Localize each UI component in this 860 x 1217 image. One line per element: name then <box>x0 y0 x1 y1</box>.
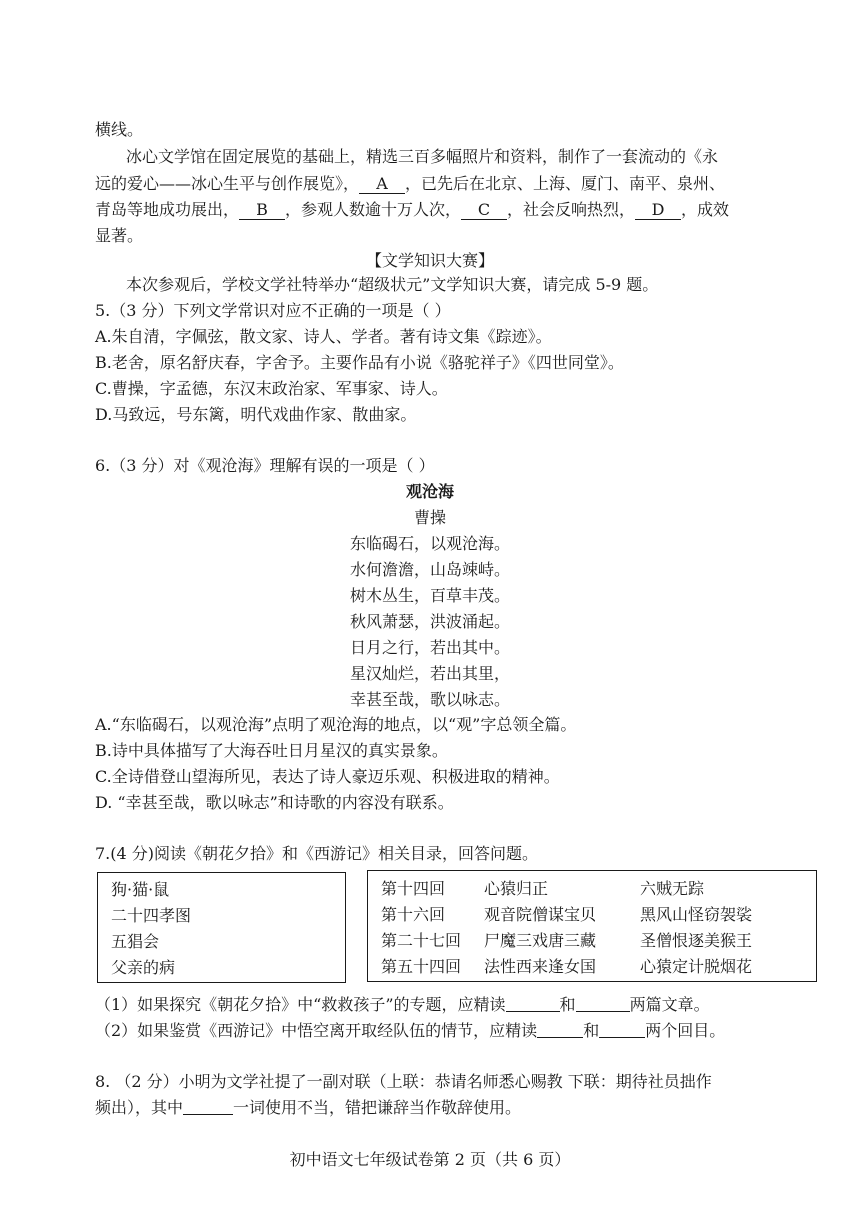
answer-blank[interactable] <box>183 1098 233 1115</box>
intro-line-4: 显著。 <box>95 226 144 245</box>
q8-text: 一词使用不当，错把谦辞当作敬辞使用。 <box>233 1098 522 1117</box>
q8-line-1: 8. （2 分）小明为文学社提了一副对联（上联：恭请名师悉心赐教 下联：期待社员拙作 <box>95 1072 712 1091</box>
chapter-title-part1: 尸魔三戏唐三藏 <box>484 931 597 950</box>
chaohua-item: 父亲的病 <box>111 958 176 977</box>
blank-a: A <box>359 175 405 194</box>
section-intro: 本次参观后，学校文学社特举办“超级状元”文学知识大赛，请完成 5-9 题。 <box>126 275 659 294</box>
q7-sub2-text: 和 <box>583 1021 600 1040</box>
page-footer: 初中语文七年级试卷第 2 页（共 6 页） <box>289 1150 571 1169</box>
q5-option-c: C.曹操，字孟德，东汉末政治家、军事家、诗人。 <box>95 379 448 398</box>
poem-line-3: 树木丛生，百草丰茂。 <box>349 586 510 605</box>
chapter-number: 第十六回 <box>381 905 446 924</box>
answer-blank[interactable] <box>576 995 630 1012</box>
q6-stem: 6.（3 分）对《观沧海》理解有误的一项是（ ） <box>95 456 435 475</box>
poem-line-2: 水何澹澹，山岛竦峙。 <box>349 560 510 579</box>
q5-option-a: A.朱自清，字佩弦，散文家、诗人、学者。著有诗文集《踪迹》。 <box>95 327 552 346</box>
poem-line-7: 幸甚至哉，歌以咏志。 <box>349 690 510 709</box>
intro-line-2 <box>95 173 725 195</box>
blank-d: D <box>635 201 681 220</box>
chapter-title-part2: 心猿定计脱烟花 <box>640 957 753 976</box>
chapter-number: 第二十七回 <box>381 931 462 950</box>
intro-line-0: 横线。 <box>95 120 144 139</box>
answer-blank[interactable] <box>506 995 560 1012</box>
intro-text: ，已先后在北京、上海、厦门、南平、泉州、 <box>405 174 726 193</box>
intro-text: ，参观人数逾十万人次， <box>285 200 462 219</box>
intro-text: 远的爱心——冰心生平与创作展览》， <box>95 174 360 193</box>
chaohua-item: 狗·猫·鼠 <box>111 880 170 899</box>
q8-line-2 <box>95 1097 521 1119</box>
poem-title: 观沧海 <box>405 482 454 501</box>
chapter-title-part2: 六贼无踪 <box>640 879 705 898</box>
poem-author: 曹操 <box>413 508 446 527</box>
q5-option-b: B.老舍，原名舒庆春，字舍予。主要作品有小说《骆驼祥子》《四世同堂》。 <box>95 353 624 372</box>
q6-option-b: B.诗中具体描写了大海吞吐日月星汉的真实景象。 <box>95 741 448 760</box>
q6-option-c: C.全诗借登山望海所见，表达了诗人豪迈乐观、积极进取的精神。 <box>95 767 560 786</box>
q7-sub1 <box>95 994 710 1016</box>
q7-sub2-text: （2）如果鉴赏《西游记》中悟空离开取经队伍的情节，应精读 <box>95 1021 538 1040</box>
xiyouji-contents-box <box>367 870 817 982</box>
q7-sub1-text: 和 <box>559 995 576 1014</box>
section-title: 【文学知识大赛】 <box>365 251 494 270</box>
chapter-title-part2: 黑风山怪窃袈裟 <box>640 905 753 924</box>
intro-text: ，成效 <box>681 200 730 219</box>
chaohua-item: 五猖会 <box>111 932 160 951</box>
chapter-number: 第十四回 <box>381 879 446 898</box>
blank-b: B <box>239 201 285 220</box>
chapter-title-part1: 法性西来逢女国 <box>484 957 597 976</box>
chapter-title-part2: 圣僧恨逐美猴王 <box>640 931 753 950</box>
q5-stem: 5.（3 分）下列文学常识对应不正确的一项是（ ） <box>95 301 451 320</box>
q5-option-d: D.马致远，号东篱，明代戏曲作家、散曲家。 <box>95 405 417 424</box>
poem-line-6: 星汉灿烂，若出其里， <box>349 664 510 683</box>
q7-sub2-text: 两个回目。 <box>645 1021 726 1040</box>
answer-blank[interactable] <box>599 1021 645 1038</box>
q6-option-a: A.“东临碣石，以观沧海”点明了观沧海的地点，以“观”字总领全篇。 <box>95 715 577 734</box>
chapter-number: 第五十四回 <box>381 957 462 976</box>
intro-text: ，社会反响热烈， <box>507 200 636 219</box>
chapter-title-part1: 心猿归正 <box>484 879 549 898</box>
poem-line-5: 日月之行，若出其中。 <box>349 638 510 657</box>
q7-sub2 <box>95 1020 725 1042</box>
chaohua-contents-box <box>97 872 346 983</box>
intro-line-1: 冰心文学馆在固定展览的基础上，精选三百多幅照片和资料，制作了一套流动的《永 <box>126 147 719 166</box>
poem-line-1: 东临碣石，以观沧海。 <box>349 534 510 553</box>
q7-sub1-text: 两篇文章。 <box>629 995 710 1014</box>
answer-blank[interactable] <box>537 1021 583 1038</box>
q7-stem: 7.(4 分)阅读《朝花夕拾》和《西游记》相关目录，回答问题。 <box>95 844 539 863</box>
intro-text: 青岛等地成功展出， <box>95 200 240 219</box>
poem-line-4: 秋风萧瑟，洪波涌起。 <box>349 612 510 631</box>
chapter-title-part1: 观音院僧谋宝贝 <box>484 905 597 924</box>
q7-sub1-text: （1）如果探究《朝花夕拾》中“救救孩子”的专题，应精读 <box>95 995 506 1014</box>
intro-line-3 <box>95 199 729 221</box>
chaohua-item: 二十四孝图 <box>111 906 192 925</box>
q8-text: 频出），其中 <box>95 1098 184 1117</box>
blank-c: C <box>461 201 507 220</box>
q6-option-d: D. “幸甚至哉，歌以咏志”和诗歌的内容没有联系。 <box>95 793 454 812</box>
